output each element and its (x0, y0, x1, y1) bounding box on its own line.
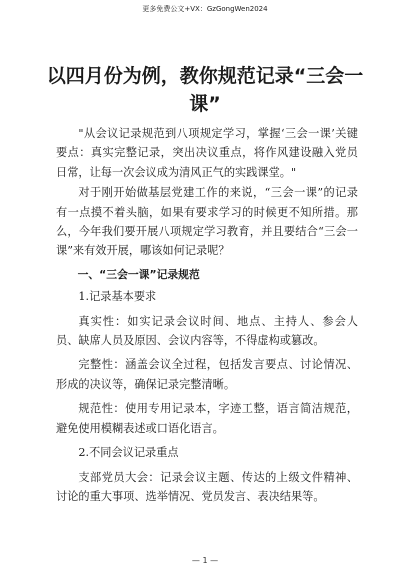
subheading-2: 2.不同会议记录重点 (78, 446, 179, 460)
title-line-1: 以四月份为例，教你规范记录“三会一 (46, 65, 364, 87)
paragraph-1: 对于刚开始做基层党建工作的来说，“三会一课”的记录有一点摸不着头脑，如果有要求学习的时候更不知所措。那么，今年我们要开展八项规定学习教育，并且要结合“三会一课”来有效开展，哪该如何记录呢？ (56, 186, 358, 258)
section-heading-1: 一、“三会一课”记录规范 (77, 267, 200, 281)
page-header: 更多免费公文+VX：GzGongWen2024 (142, 5, 268, 13)
paragraph-party-meeting: 支部党员大会：记录会议主题、传达的上级文件精神、讨论的重大事项、选举情况、党员发言、表决结果等。 (56, 470, 358, 503)
subheading-1: 1.记录基本要求 (78, 290, 157, 304)
paragraph-completeness: 完整性：涵盖会议全过程，包括发言要点、讨论情况、形成的决议等，确保记录完整清晰。 (56, 358, 358, 391)
paragraph-standardization: 规范性：使用专用记录本，字迹工整，语言简洁规范，避免使用模糊表述或口语化语言。 (56, 402, 358, 435)
paragraph-authenticity: 真实性：如实记录会议时间、地点、主持人、参会人员、缺席人员及原因、会议内容等，不得虚构或篡改。 (56, 314, 358, 348)
intro-paragraph: "从会议记录规范到八项规定学习，掌握‘三会一课’关键要点：真实完整记录，突出决议重点，将作风建设融入党员日常，让每一次会议成为清风正气的实践课堂。" (56, 127, 358, 179)
page-number: — 1 — (191, 556, 219, 565)
title-line-2: 课” (189, 93, 221, 115)
document-body (56, 124, 358, 506)
document-title (40, 62, 370, 118)
